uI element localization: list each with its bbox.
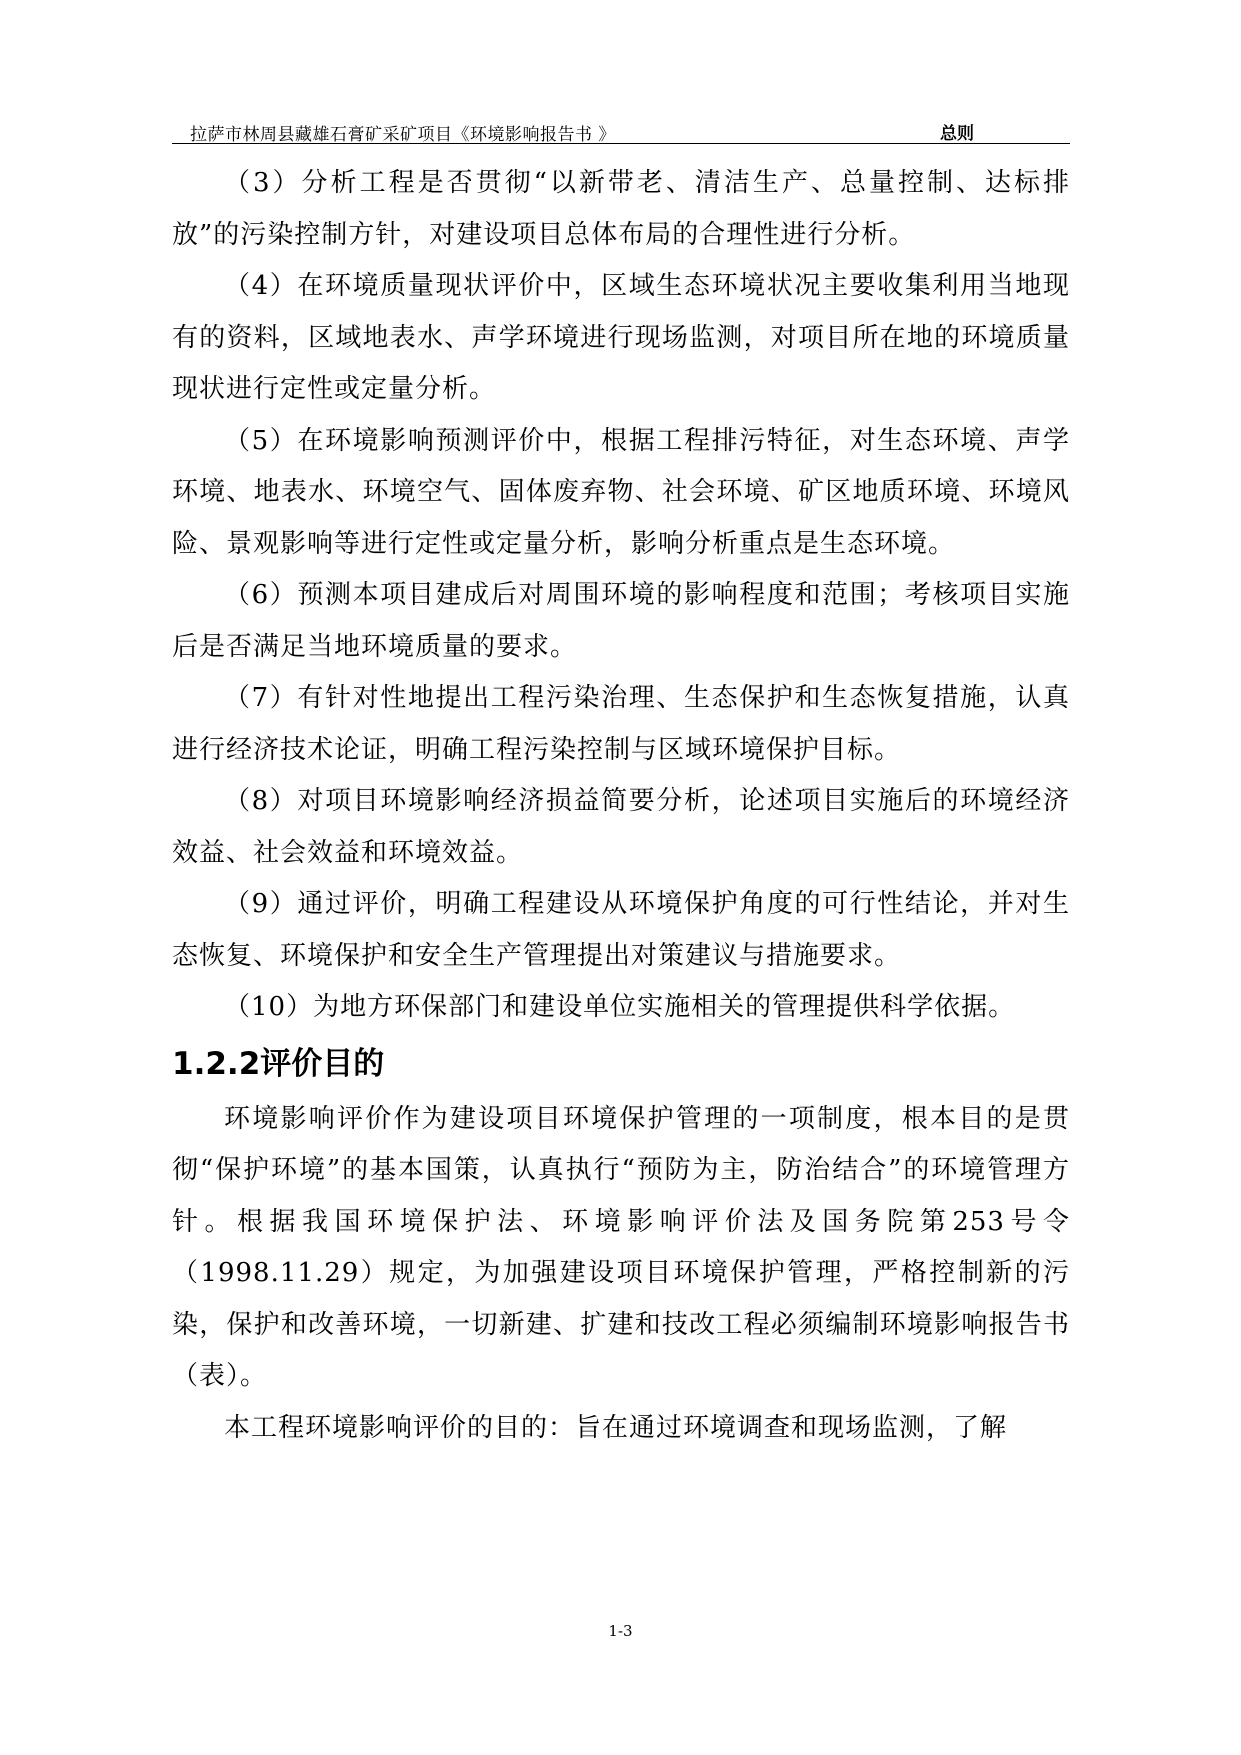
paragraph: （8）对项目环境影响经济损益简要分析，论述项目实施后的环境经济效益、社会效益和环境效益。	[172, 786, 1070, 868]
paragraph: （4）在环境质量现状评价中，区域生态环境状况主要收集利用当地现有的资料，区域地表水、声学环境进行现场监测，对项目所在地的环境质量现状进行定性或定量分析。	[172, 271, 1070, 404]
header-divider	[172, 143, 1070, 144]
body-text	[172, 158, 1070, 1454]
paragraph: 环境影响评价作为建设项目环境保护管理的一项制度，根本目的是贯彻“保护环境”的基本国策，认真执行“预防为主，防治结合”的环境管理方针。根据我国环境保护法、环境影响评价法及国务院第253号令（1998.11.29）规定，为加强建设项目环境保护管理，严格控制新的污染，保护和改善环境，一切新建、扩建和技改工程必须编制环境影响报告书（表）。	[172, 1103, 1070, 1391]
paragraph: 本工程环境影响评价的目的：旨在通过环境调查和现场监测，了解	[224, 1412, 1008, 1443]
paragraph: （5）在环境影响预测评价中，根据工程排污特征，对生态环境、声学环境、地表水、环境空气、固体废弃物、社会环境、矿区地质环境、环境风险、景观影响等进行定性或定量分析，影响分析重点是生态环境。	[172, 425, 1070, 559]
section-heading: 1.2.2评价目的	[172, 1045, 385, 1082]
page-number: 1-3	[608, 1622, 633, 1640]
header-title: 拉萨市林周县藏雄石膏矿采矿项目《环境影响报告书 》	[190, 125, 616, 145]
paragraph: （6）预测本项目建成后对周围环境的影响程度和范围；考核项目实施后是否满足当地环境质量的要求。	[172, 580, 1070, 662]
header-section-label: 总则	[940, 124, 974, 144]
paragraph: （10）为地方环保部门和建设单位实施相关的管理提供科学依据。	[224, 992, 1016, 1022]
paragraph: （7）有针对性地提出工程污染治理、生态保护和生态恢复措施，认真进行经济技术论证，明确工程污染控制与区域环境保护目标。	[172, 683, 1070, 765]
paragraph: （9）通过评价，明确工程建设从环境保护角度的可行性结论，并对生态恢复、环境保护和安全生产管理提出对策建议与措施要求。	[172, 889, 1070, 971]
paragraph: （3）分析工程是否贯彻“以新带老、清洁生产、总量控制、达标排放”的污染控制方针，对建设项目总体布局的合理性进行分析。	[172, 168, 1070, 250]
page-header	[172, 116, 1070, 144]
